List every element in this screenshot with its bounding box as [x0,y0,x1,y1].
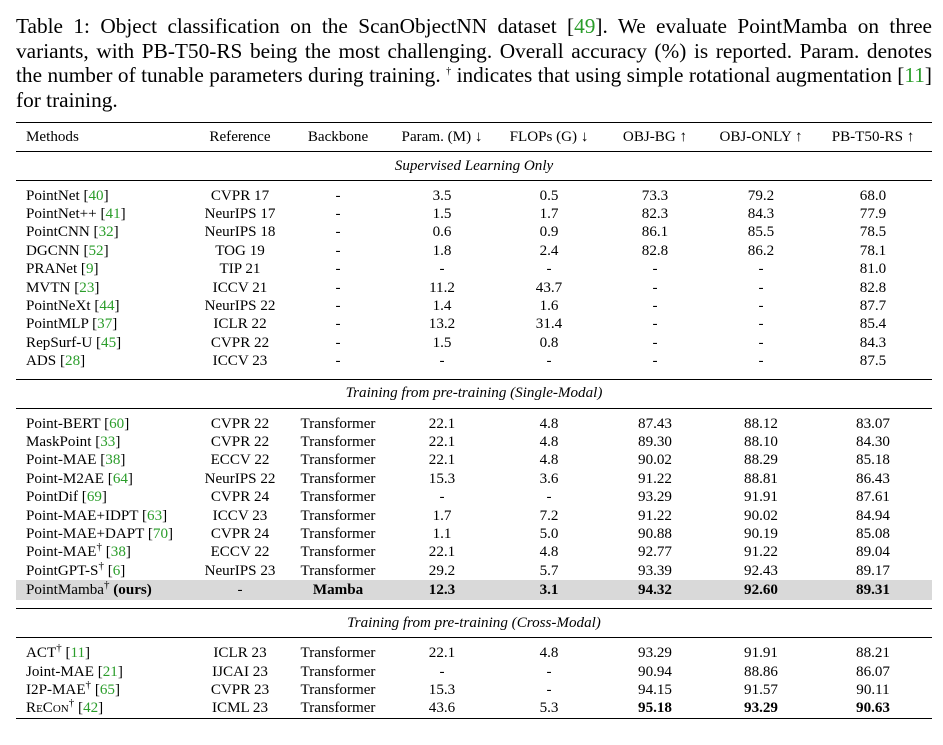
param-cell: 3.5 [432,187,452,204]
obj-bg-cell: 90.02 [638,452,672,469]
backbone-cell: Transformer [300,525,376,542]
reference-cell: ICCV 23 [212,507,268,524]
table-header-row [16,123,932,152]
method-name: PointDif [26,489,78,506]
obj-bg-cell: - [652,316,658,333]
col-header-flops: FLOPs (G) ↓ [496,123,602,152]
obj-only-cell: - [758,316,764,333]
section-header [16,152,932,181]
param-cell: - [439,663,445,680]
pb-cell: 82.8 [859,279,887,296]
flops-cell: 2.4 [539,242,559,259]
method-cell: I2P-MAE† [65] [26,678,120,698]
obj-bg-cell: 93.29 [638,489,672,506]
section-title: Supervised Learning Only [16,152,932,181]
flops-cell: 5.7 [539,562,559,579]
method-cell: Point-MAE+DAPT [70] [26,525,174,542]
param-cell: 1.7 [432,507,452,524]
obj-bg-cell: - [652,334,658,351]
flops-cell: 0.9 [539,224,559,241]
table-row [16,334,932,352]
backbone-cell: Transformer [300,681,376,698]
flops-cell: - [546,353,552,370]
reference-cell: ICML 23 [192,700,288,719]
method-name: MaskPoint [26,433,92,450]
reference-cell: CVPR 24 [210,489,270,506]
citation-link[interactable]: 45 [101,334,117,351]
obj-only-cell: 91.91 [744,645,778,662]
obj-bg-cell: - [652,353,658,370]
obj-only-cell: 93.29 [708,700,814,719]
table-row [16,279,932,297]
table-row [16,261,932,279]
reference-cell: ICLR 22 [213,316,267,333]
method-name: Point-MAE+DAPT [26,525,145,542]
method-cell: DGCNN [52] [26,242,109,259]
obj-only-cell: 85.5 [747,224,775,241]
method-cell: Point-MAE† [38] [26,541,131,561]
pb-cell: 88.21 [856,645,890,662]
obj-only-cell: 92.43 [744,562,778,579]
reference-cell: NeurIPS 22 [204,298,276,315]
citation-link[interactable]: 38 [110,544,126,561]
obj-only-cell: 90.19 [744,525,778,542]
param-cell: 1.5 [432,206,452,223]
citation-link[interactable]: 60 [109,415,125,432]
obj-bg-cell: 90.94 [638,663,672,680]
pb-cell: 85.08 [856,525,890,542]
citation-link[interactable]: 21 [102,663,118,680]
dagger-mark: † [103,578,110,591]
obj-only-cell: 79.2 [747,187,775,204]
param-cell: 11.2 [429,279,455,296]
reference-cell: NeurIPS 22 [204,470,276,487]
flops-cell: 4.8 [539,415,559,432]
method-cell: PointNet++ [41] [26,206,126,223]
param-cell: - [439,353,445,370]
param-cell: 1.5 [432,334,452,351]
obj-only-cell: 88.12 [744,415,778,432]
citation-link[interactable]: 70 [152,525,169,542]
flops-cell: 1.6 [539,298,559,315]
citation-link[interactable]: 69 [86,489,102,506]
obj-bg-cell: 89.30 [638,433,672,450]
reference-cell: CVPR 22 [210,415,270,432]
table-row [16,242,932,260]
param-cell: 29.2 [428,562,456,579]
pb-cell: 78.1 [859,242,887,259]
method-cell: Point-MAE [38] [26,452,126,469]
reference-cell: CVPR 24 [210,525,270,542]
method-name: PointNeXt [26,298,91,315]
ours-label: (ours) [113,581,152,598]
obj-bg-cell: 95.18 [602,700,708,719]
citation-link[interactable]: 33 [100,433,116,450]
table-row [16,562,932,580]
method-name: PointMLP [26,316,89,333]
table-row [16,488,932,506]
method-cell: MaskPoint [33] [26,433,121,450]
pb-cell: 87.5 [859,353,887,370]
table-body [16,152,932,719]
citation-link[interactable]: 65 [99,681,115,698]
method-cell: PointNet [40] [26,187,109,204]
backbone-cell: Transformer [300,562,376,579]
obj-bg-cell: 82.8 [641,242,669,259]
reference-cell: NeurIPS 18 [204,224,276,241]
pb-cell: 83.07 [856,415,890,432]
reference-cell: ECCV 22 [210,452,270,469]
method-name: Point-MAE [26,544,97,561]
method-name: Joint-MAE [26,663,94,680]
obj-only-cell: 91.57 [744,681,778,698]
dagger-mark: † [85,678,92,691]
method-name: PointGPT-S [26,562,99,579]
flops-cell: 5.3 [496,700,602,719]
col-header-reference: Reference [192,123,288,152]
backbone-cell: Transformer [300,645,376,662]
reference-cell: CVPR 22 [210,433,270,450]
method-cell [16,580,192,600]
table-row [16,644,932,662]
backbone-cell: - [335,261,341,278]
backbone-cell: Transformer [300,544,376,561]
obj-only-cell: - [758,334,764,351]
section-header [16,379,932,408]
dagger-mark: † [68,697,75,710]
obj-only-cell: 90.02 [744,507,778,524]
col-header-param: Param. (M) ↓ [388,123,496,152]
table-row [16,433,932,451]
method-name: PointNet++ [26,206,97,223]
method-cell: PointCNN [32] [26,224,119,241]
results-table [16,122,932,719]
flops-cell: - [546,681,552,698]
method-name: ADS [26,353,57,370]
pb-cell: 84.30 [856,433,890,450]
obj-bg-cell: 91.22 [638,507,672,524]
method-cell: PointGPT-S† [6] [26,559,126,579]
method-name: RepSurf-U [26,334,93,351]
obj-only-cell: 92.60 [708,580,814,600]
obj-only-cell: 91.91 [744,489,778,506]
flops-cell: 7.2 [539,507,559,524]
param-cell: 1.8 [432,242,452,259]
method-name: Point-MAE [26,452,97,469]
obj-bg-cell: 86.1 [641,224,669,241]
method-cell: ADS [28] [26,353,86,370]
reference-cell: ICCV 23 [212,353,268,370]
citation-link[interactable]: 63 [147,507,163,524]
caption-label: Table 1: [16,14,90,38]
pb-cell: 86.07 [856,663,890,680]
param-cell: 12.3 [388,580,496,600]
dagger-mark: † [56,642,62,655]
citation-link[interactable]: 37 [97,316,113,333]
table-row [16,681,932,699]
param-cell: 22.1 [428,433,456,450]
table-row [16,353,932,371]
section-header [16,609,932,638]
citation-link[interactable]: 9 [85,261,94,278]
table-row [16,316,932,334]
obj-only-cell: - [758,353,764,370]
table-row [16,297,932,315]
obj-bg-cell: 94.15 [638,681,672,698]
flops-cell: 43.7 [535,279,563,296]
pb-cell: 87.7 [859,298,887,315]
pb-cell: 86.43 [856,470,890,487]
obj-bg-cell: 90.88 [638,525,672,542]
table-row [16,415,932,433]
method-name: ReCon [26,700,69,717]
obj-bg-cell: 73.3 [641,187,669,204]
backbone-cell: Transformer [300,507,376,524]
flops-cell: 3.6 [539,470,559,487]
citation-link[interactable]: 6 [112,562,121,579]
pb-cell: 89.04 [856,544,890,561]
table-row [16,544,932,562]
table-row [16,205,932,223]
reference-cell: ICLR 23 [213,645,267,662]
flops-cell: 0.8 [539,334,559,351]
reference-cell: TIP 21 [219,261,261,278]
param-cell: 15.3 [428,681,456,698]
backbone-cell: - [335,242,341,259]
pb-cell: 89.31 [814,580,932,600]
obj-bg-cell: 91.22 [638,470,672,487]
flops-cell: - [546,663,552,680]
flops-cell: 31.4 [535,316,563,333]
pb-cell: 68.0 [859,187,887,204]
backbone-cell: Transformer [300,415,376,432]
flops-cell: 4.8 [539,452,559,469]
backbone-cell: - [335,334,341,351]
method-name: DGCNN [26,242,80,259]
backbone-cell: - [335,279,341,296]
backbone-cell: Transformer [288,700,388,719]
citation-link[interactable]: 41 [105,206,121,223]
obj-bg-cell: 87.43 [638,415,672,432]
col-header-methods: Methods [16,123,192,152]
flops-cell: 4.8 [539,433,559,450]
obj-only-cell: 86.2 [747,242,775,259]
pb-cell: 78.5 [859,224,887,241]
method-name: ACT [26,645,57,662]
method-cell: RepSurf-U [45] [26,334,122,351]
obj-bg-cell: 94.32 [602,580,708,600]
method-name: PRANet [26,261,78,278]
obj-only-cell: - [758,298,764,315]
pb-cell: 89.17 [856,562,890,579]
param-cell: 22.1 [428,645,456,662]
backbone-cell: - [335,206,341,223]
method-name: PointMamba [26,581,104,598]
reference-cell: - [192,580,288,600]
reference-cell: CVPR 17 [210,187,270,204]
pb-cell: 87.61 [856,489,890,506]
method-cell: ACT† [11] [26,642,91,662]
reference-cell: NeurIPS 17 [204,206,276,223]
method-cell: Point-M2AE [64] [26,470,133,487]
table-row [16,452,932,470]
dagger-mark: † [96,541,102,554]
backbone-cell: Transformer [300,433,376,450]
obj-bg-cell: - [652,279,658,296]
reference-cell: CVPR 23 [210,681,270,698]
flops-cell: 1.7 [539,206,559,223]
method-cell: Point-BERT [60] [26,415,130,432]
citation-link[interactable]: 28 [65,353,81,370]
backbone-cell: - [335,224,341,241]
method-cell: PointDif [69] [26,489,107,506]
method-cell: Joint-MAE [21] [26,663,123,680]
method-name: PointNet [26,187,80,204]
citation-link[interactable]: 42 [83,700,99,717]
obj-bg-cell: 92.77 [638,544,672,561]
table-row [16,470,932,488]
table-row [16,187,932,205]
citation-link[interactable]: 11 [904,63,925,88]
obj-only-cell: - [758,279,764,296]
method-cell: PointNeXt [44] [26,298,120,315]
citation-link[interactable]: 44 [99,298,115,315]
pb-cell: 90.63 [814,700,932,719]
backbone-cell: Transformer [300,489,376,506]
obj-only-cell: 88.10 [744,433,778,450]
backbone-cell: Transformer [300,663,376,680]
backbone-cell: - [335,353,341,370]
backbone-cell: Mamba [288,580,388,600]
param-cell: 22.1 [428,544,456,561]
obj-only-cell: 88.86 [744,663,778,680]
obj-only-cell: 84.3 [747,206,775,223]
param-cell: - [439,261,445,278]
table-row [16,224,932,242]
obj-bg-cell: 93.29 [638,645,672,662]
flops-cell: 0.5 [539,187,559,204]
flops-cell: 4.8 [539,645,559,662]
flops-cell: - [546,489,552,506]
method-name: MVTN [26,279,71,296]
method-cell: PointMLP [37] [26,316,118,333]
table-row [16,580,932,600]
reference-cell: TOG 19 [215,242,265,259]
reference-cell: IJCAI 23 [212,663,268,680]
param-cell: 0.6 [432,224,452,241]
table-row [16,507,932,525]
obj-only-cell: 88.29 [744,452,778,469]
spacer [16,371,932,380]
obj-only-cell: 88.81 [744,470,778,487]
pb-cell: 77.9 [859,206,887,223]
param-cell: - [439,489,445,506]
backbone-cell: - [335,316,341,333]
method-cell: MVTN [23] [26,279,100,296]
pb-cell: 85.4 [859,316,887,333]
param-cell: 22.1 [428,452,456,469]
table-row [16,663,932,681]
citation-link[interactable]: 32 [98,224,114,241]
flops-cell: 5.0 [539,525,559,542]
flops-cell: - [546,261,552,278]
col-header-pb-t50-rs: PB-T50-RS ↑ [814,123,932,152]
obj-bg-cell: 82.3 [641,206,669,223]
obj-only-cell: 91.22 [744,544,778,561]
reference-cell: CVPR 22 [210,334,270,351]
obj-bg-cell: - [652,261,658,278]
backbone-cell: - [335,187,341,204]
table-row [16,525,932,543]
param-cell: 1.1 [432,525,452,542]
pb-cell: 85.18 [856,452,890,469]
param-cell: 15.3 [428,470,456,487]
pb-cell: 90.11 [856,681,890,698]
method-cell: ReCon† [42] [16,700,192,719]
param-cell: 1.4 [432,298,452,315]
section-title: Training from pre-training (Single-Modal) [16,379,932,408]
method-name: PointCNN [26,224,90,241]
col-header-obj-only: OBJ-ONLY ↑ [708,123,814,152]
obj-bg-cell: - [652,298,658,315]
pb-cell: 81.0 [859,261,887,278]
param-cell: 13.2 [428,316,456,333]
method-cell: Point-MAE+IDPT [63] [26,507,168,524]
flops-cell: 3.1 [496,580,602,600]
spacer [16,600,932,609]
method-cell: PRANet [9] [26,261,99,278]
param-cell: 22.1 [428,415,456,432]
backbone-cell: - [335,298,341,315]
flops-cell: 4.8 [539,544,559,561]
reference-cell: ICCV 21 [212,279,268,296]
backbone-cell: Transformer [300,470,376,487]
col-header-obj-bg: OBJ-BG ↑ [602,123,708,152]
reference-cell: NeurIPS 23 [204,562,276,579]
pb-cell: 84.94 [856,507,890,524]
section-title: Training from pre-training (Cross-Modal) [16,609,932,638]
pb-cell: 84.3 [859,334,887,351]
table-row [16,700,932,719]
citation-link[interactable]: 40 [88,187,104,204]
citation-link[interactable]: 52 [88,242,104,259]
table-caption: Table 1: Object classification on the ScanObjectNN dataset [49]. We evaluate PointMamba on three variants, with PB-T50-RS being the most challenging. Overall accuracy (%) is reported. Param. denotes the number of tunable parameters during training. † indicates that using simple rotational augmentation [11] for training. [16,14,932,112]
method-name: Point-BERT [26,415,101,432]
backbone-cell: Transformer [300,452,376,469]
col-header-backbone: Backbone [288,123,388,152]
obj-bg-cell: 93.39 [638,562,672,579]
citation-link[interactable]: 38 [105,452,121,469]
method-name: I2P-MAE [26,681,86,698]
param-cell: 43.6 [388,700,496,719]
reference-cell: ECCV 22 [210,544,270,561]
dagger-mark: † [98,559,104,572]
obj-only-cell: - [758,261,764,278]
citation-link[interactable]: 64 [112,470,128,487]
citation-link[interactable]: 49 [574,14,596,38]
citation-link[interactable]: 23 [79,279,95,296]
method-name: Point-MAE+IDPT [26,507,139,524]
citation-link[interactable]: 11 [70,645,86,662]
method-name: Point-M2AE [26,470,104,487]
